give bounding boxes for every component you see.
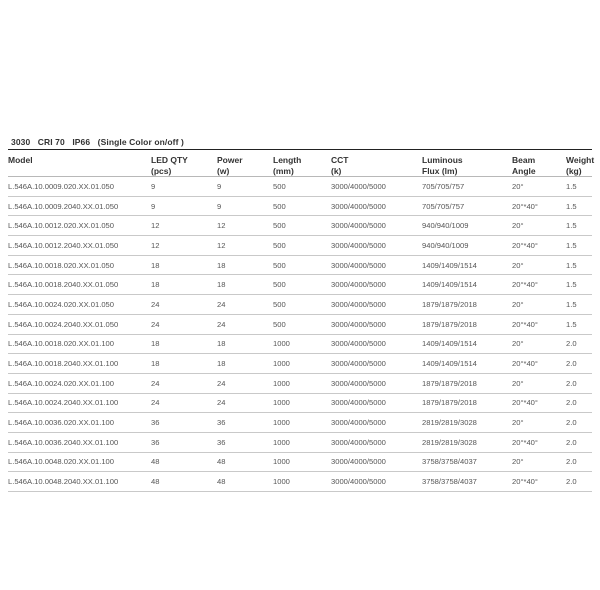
cell-cct: 3000/4000/5000 xyxy=(331,196,422,216)
cell-led-qty: 18 xyxy=(151,275,217,295)
cell-led-qty: 12 xyxy=(151,236,217,256)
table-row xyxy=(8,373,592,393)
cell-cct: 3000/4000/5000 xyxy=(331,216,422,236)
cell-length: 1000 xyxy=(273,334,331,354)
cell-luminous-flux: 705/705/757 xyxy=(422,177,512,197)
cell-led-qty: 18 xyxy=(151,334,217,354)
cell-led-qty: 36 xyxy=(151,432,217,452)
cell-power: 12 xyxy=(217,216,273,236)
cell-beam-angle: 20° xyxy=(512,255,566,275)
cell-power: 18 xyxy=(217,354,273,374)
cell-luminous-flux: 940/940/1009 xyxy=(422,236,512,256)
title-color-mode: (Single Color on/off ) xyxy=(97,137,184,147)
cell-power: 18 xyxy=(217,334,273,354)
cell-cct: 3000/4000/5000 xyxy=(331,177,422,197)
header-luminous-flux: Luminous Flux (lm) xyxy=(422,155,463,176)
cell-beam-angle: 20° xyxy=(512,452,566,472)
cell-weight: 2.0 xyxy=(566,373,592,393)
cell-weight: 2.0 xyxy=(566,452,592,472)
table-row xyxy=(8,275,592,295)
cell-model: L.546A.10.0018.020.XX.01.050 xyxy=(8,255,151,275)
cell-led-qty: 24 xyxy=(151,295,217,315)
cell-weight: 2.0 xyxy=(566,472,592,492)
cell-luminous-flux: 2819/2819/3028 xyxy=(422,432,512,452)
cell-weight: 2.0 xyxy=(566,354,592,374)
cell-cct: 3000/4000/5000 xyxy=(331,255,422,275)
cell-weight: 1.5 xyxy=(566,196,592,216)
cell-luminous-flux: 1409/1409/1514 xyxy=(422,275,512,295)
cell-beam-angle: 20° xyxy=(512,413,566,433)
table-row xyxy=(8,432,592,452)
cell-length: 500 xyxy=(273,177,331,197)
header-length: Length (mm) xyxy=(273,155,302,176)
cell-model: L.546A.10.0036.020.XX.01.100 xyxy=(8,413,151,433)
table-header-row xyxy=(8,151,592,177)
table-row xyxy=(8,413,592,433)
cell-length: 500 xyxy=(273,275,331,295)
cell-weight: 1.5 xyxy=(566,216,592,236)
cell-beam-angle: 20° xyxy=(512,373,566,393)
table-body xyxy=(8,177,592,492)
table-title xyxy=(11,137,189,147)
cell-model: L.546A.10.0012.020.XX.01.050 xyxy=(8,216,151,236)
cell-cct: 3000/4000/5000 xyxy=(331,393,422,413)
cell-model: L.546A.10.0018.2040.XX.01.050 xyxy=(8,275,151,295)
cell-length: 500 xyxy=(273,255,331,275)
cell-weight: 1.5 xyxy=(566,314,592,334)
cell-beam-angle: 20°*40° xyxy=(512,393,566,413)
cell-beam-angle: 20° xyxy=(512,295,566,315)
cell-luminous-flux: 1879/1879/2018 xyxy=(422,295,512,315)
cell-cct: 3000/4000/5000 xyxy=(331,413,422,433)
cell-led-qty: 48 xyxy=(151,472,217,492)
cell-beam-angle: 20°*40° xyxy=(512,196,566,216)
cell-power: 24 xyxy=(217,393,273,413)
cell-model: L.546A.10.0024.020.XX.01.100 xyxy=(8,373,151,393)
cell-model: L.546A.10.0009.020.XX.01.050 xyxy=(8,177,151,197)
cell-weight: 1.5 xyxy=(566,177,592,197)
cell-weight: 2.0 xyxy=(566,432,592,452)
header-led-qty: LED QTY (pcs) xyxy=(151,155,188,176)
cell-luminous-flux: 2819/2819/3028 xyxy=(422,413,512,433)
cell-length: 1000 xyxy=(273,373,331,393)
cell-cct: 3000/4000/5000 xyxy=(331,295,422,315)
cell-cct: 3000/4000/5000 xyxy=(331,275,422,295)
cell-weight: 1.5 xyxy=(566,295,592,315)
table-row xyxy=(8,236,592,256)
cell-model: L.546A.10.0024.2040.XX.01.050 xyxy=(8,314,151,334)
cell-beam-angle: 20° xyxy=(512,216,566,236)
cell-power: 48 xyxy=(217,452,273,472)
cell-model: L.546A.10.0009.2040.XX.01.050 xyxy=(8,196,151,216)
cell-led-qty: 9 xyxy=(151,177,217,197)
cell-power: 24 xyxy=(217,373,273,393)
cell-weight: 1.5 xyxy=(566,275,592,295)
cell-beam-angle: 20°*40° xyxy=(512,354,566,374)
header-model: Model xyxy=(8,155,33,165)
cell-led-qty: 9 xyxy=(151,196,217,216)
cell-model: L.546A.10.0024.2040.XX.01.100 xyxy=(8,393,151,413)
cell-luminous-flux: 3758/3758/4037 xyxy=(422,472,512,492)
cell-luminous-flux: 1879/1879/2018 xyxy=(422,373,512,393)
cell-led-qty: 48 xyxy=(151,452,217,472)
table-row xyxy=(8,177,592,197)
cell-power: 36 xyxy=(217,432,273,452)
table-row xyxy=(8,354,592,374)
title-divider xyxy=(8,149,592,150)
cell-led-qty: 12 xyxy=(151,216,217,236)
cell-power: 9 xyxy=(217,196,273,216)
table-row xyxy=(8,472,592,492)
cell-model: L.546A.10.0018.2040.XX.01.100 xyxy=(8,354,151,374)
cell-cct: 3000/4000/5000 xyxy=(331,236,422,256)
table-row xyxy=(8,334,592,354)
cell-cct: 3000/4000/5000 xyxy=(331,354,422,374)
header-beam-angle: Beam Angle xyxy=(512,155,536,176)
cell-luminous-flux: 1409/1409/1514 xyxy=(422,354,512,374)
cell-power: 9 xyxy=(217,177,273,197)
cell-length: 1000 xyxy=(273,393,331,413)
table-row xyxy=(8,314,592,334)
cell-power: 36 xyxy=(217,413,273,433)
cell-model: L.546A.10.0024.020.XX.01.050 xyxy=(8,295,151,315)
cell-cct: 3000/4000/5000 xyxy=(331,472,422,492)
cell-led-qty: 18 xyxy=(151,255,217,275)
cell-model: L.546A.10.0048.2040.XX.01.100 xyxy=(8,472,151,492)
cell-led-qty: 18 xyxy=(151,354,217,374)
cell-cct: 3000/4000/5000 xyxy=(331,432,422,452)
cell-luminous-flux: 940/940/1009 xyxy=(422,216,512,236)
cell-cct: 3000/4000/5000 xyxy=(331,314,422,334)
cell-cct: 3000/4000/5000 xyxy=(331,452,422,472)
cell-weight: 1.5 xyxy=(566,236,592,256)
cell-length: 1000 xyxy=(273,472,331,492)
cell-luminous-flux: 1879/1879/2018 xyxy=(422,393,512,413)
cell-power: 18 xyxy=(217,255,273,275)
cell-luminous-flux: 1879/1879/2018 xyxy=(422,314,512,334)
cell-weight: 2.0 xyxy=(566,334,592,354)
cell-power: 24 xyxy=(217,295,273,315)
cell-model: L.546A.10.0048.020.XX.01.100 xyxy=(8,452,151,472)
title-led-type: 3030 xyxy=(11,137,31,147)
cell-model: L.546A.10.0036.2040.XX.01.100 xyxy=(8,432,151,452)
cell-led-qty: 24 xyxy=(151,393,217,413)
cell-beam-angle: 20°*40° xyxy=(512,236,566,256)
table-row xyxy=(8,196,592,216)
table-row xyxy=(8,255,592,275)
cell-weight: 1.5 xyxy=(566,255,592,275)
cell-luminous-flux: 1409/1409/1514 xyxy=(422,334,512,354)
cell-beam-angle: 20°*40° xyxy=(512,314,566,334)
title-ip-rating: IP66 xyxy=(72,137,91,147)
title-cri: CRI 70 xyxy=(37,137,65,147)
cell-beam-angle: 20° xyxy=(512,334,566,354)
cell-led-qty: 36 xyxy=(151,413,217,433)
cell-luminous-flux: 3758/3758/4037 xyxy=(422,452,512,472)
cell-power: 12 xyxy=(217,236,273,256)
cell-model: L.546A.10.0018.020.XX.01.100 xyxy=(8,334,151,354)
header-power: Power (w) xyxy=(217,155,243,176)
cell-cct: 3000/4000/5000 xyxy=(331,334,422,354)
cell-length: 500 xyxy=(273,314,331,334)
cell-power: 24 xyxy=(217,314,273,334)
cell-weight: 2.0 xyxy=(566,393,592,413)
cell-length: 1000 xyxy=(273,354,331,374)
cell-length: 500 xyxy=(273,216,331,236)
header-weight: Weight (kg) xyxy=(566,155,595,176)
cell-length: 500 xyxy=(273,196,331,216)
table-row xyxy=(8,216,592,236)
cell-weight: 2.0 xyxy=(566,413,592,433)
cell-beam-angle: 20° xyxy=(512,177,566,197)
cell-length: 500 xyxy=(273,236,331,256)
cell-model: L.546A.10.0012.2040.XX.01.050 xyxy=(8,236,151,256)
cell-cct: 3000/4000/5000 xyxy=(331,373,422,393)
table-row xyxy=(8,452,592,472)
cell-luminous-flux: 705/705/757 xyxy=(422,196,512,216)
table-row xyxy=(8,393,592,413)
cell-length: 1000 xyxy=(273,452,331,472)
cell-length: 500 xyxy=(273,295,331,315)
cell-power: 48 xyxy=(217,472,273,492)
cell-beam-angle: 20°*40° xyxy=(512,472,566,492)
table-row xyxy=(8,295,592,315)
cell-length: 1000 xyxy=(273,432,331,452)
cell-power: 18 xyxy=(217,275,273,295)
cell-led-qty: 24 xyxy=(151,373,217,393)
cell-beam-angle: 20°*40° xyxy=(512,432,566,452)
header-cct: CCT (k) xyxy=(331,155,349,176)
spec-table xyxy=(8,151,595,492)
cell-luminous-flux: 1409/1409/1514 xyxy=(422,255,512,275)
cell-beam-angle: 20°*40° xyxy=(512,275,566,295)
cell-led-qty: 24 xyxy=(151,314,217,334)
cell-length: 1000 xyxy=(273,413,331,433)
